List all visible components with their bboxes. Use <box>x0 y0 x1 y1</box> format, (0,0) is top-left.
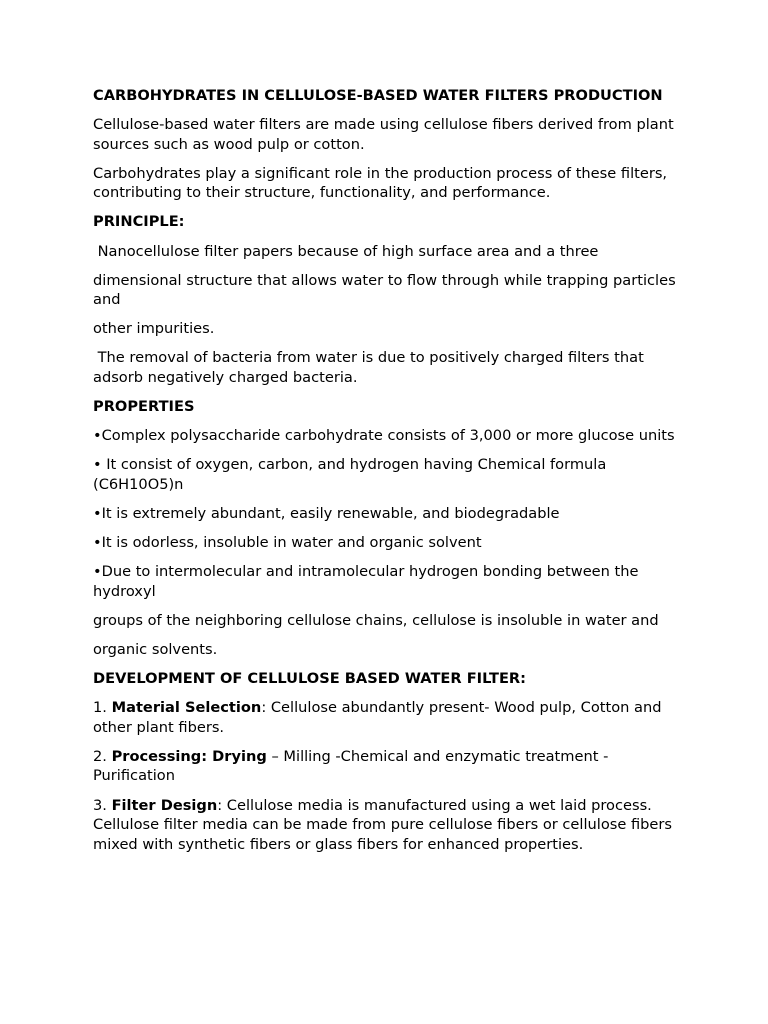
step-number: 2. <box>93 747 112 765</box>
property-item: •It is odorless, insoluble in water and organic solvent <box>93 534 482 552</box>
property-item: •Complex polysaccharide carbohydrate consists of 3,000 or more glucose units <box>93 427 675 445</box>
step-text: : Cellulose media is manufactured using a wet laid process. Cellulose filter media can be made from pure cellulose fibers or cellulose fibers mixed with synthetic fibers or glass fibers for enhanced properties. <box>93 796 673 853</box>
development-step <box>93 796 683 855</box>
principle-paragraph: The removal of bacteria from water is due to positively charged filters that adsorb negatively charged bacteria. <box>93 349 649 387</box>
document-title: CARBOHYDRATES IN CELLULOSE-BASED WATER FILTERS PRODUCTION <box>93 87 663 104</box>
intro-paragraph: Cellulose-based water filters are made using cellulose fibers derived from plant sources such as wood pulp or cotton. <box>93 116 674 153</box>
development-step <box>93 747 683 786</box>
step-term: Material Selection <box>111 699 262 717</box>
step-number: 1. <box>93 699 112 717</box>
intro-paragraph: Carbohydrates play a significant role in the production process of these filters, contributing to their structure, functionality, and performance. <box>93 164 668 202</box>
principle-paragraph: other impurities. <box>93 320 215 338</box>
document-page <box>93 86 683 864</box>
step-text: – Milling -Chemical and enzymatic treatment -Purification <box>93 747 609 785</box>
property-item: organic solvents. <box>93 640 218 658</box>
step-number: 3. <box>93 796 112 814</box>
development-heading: DEVELOPMENT OF CELLULOSE BASED WATER FILTER: <box>93 670 526 688</box>
principle-paragraph: Nanocellulose filter papers because of high surface area and a three <box>93 242 599 260</box>
properties-heading: PROPERTIES <box>93 398 195 416</box>
step-term: Processing: Drying <box>111 747 267 765</box>
step-term: Filter Design <box>111 796 218 814</box>
development-step <box>93 698 683 737</box>
property-item: •It is extremely abundant, easily renewable, and biodegradable <box>93 505 560 522</box>
principle-heading: PRINCIPLE: <box>93 213 185 231</box>
property-item: • It consist of oxygen, carbon, and hydrogen having Chemical formula (C6H10O5)n <box>93 456 607 493</box>
step-text: : Cellulose abundantly present- Wood pulp, Cotton and other plant fibers. <box>93 699 662 736</box>
property-item: •Due to intermolecular and intramolecular hydrogen bonding between the hydroxyl <box>93 563 639 600</box>
property-item: groups of the neighboring cellulose chains, cellulose is insoluble in water and <box>93 611 659 629</box>
principle-paragraph: dimensional structure that allows water to flow through while trapping particles and <box>93 271 676 309</box>
